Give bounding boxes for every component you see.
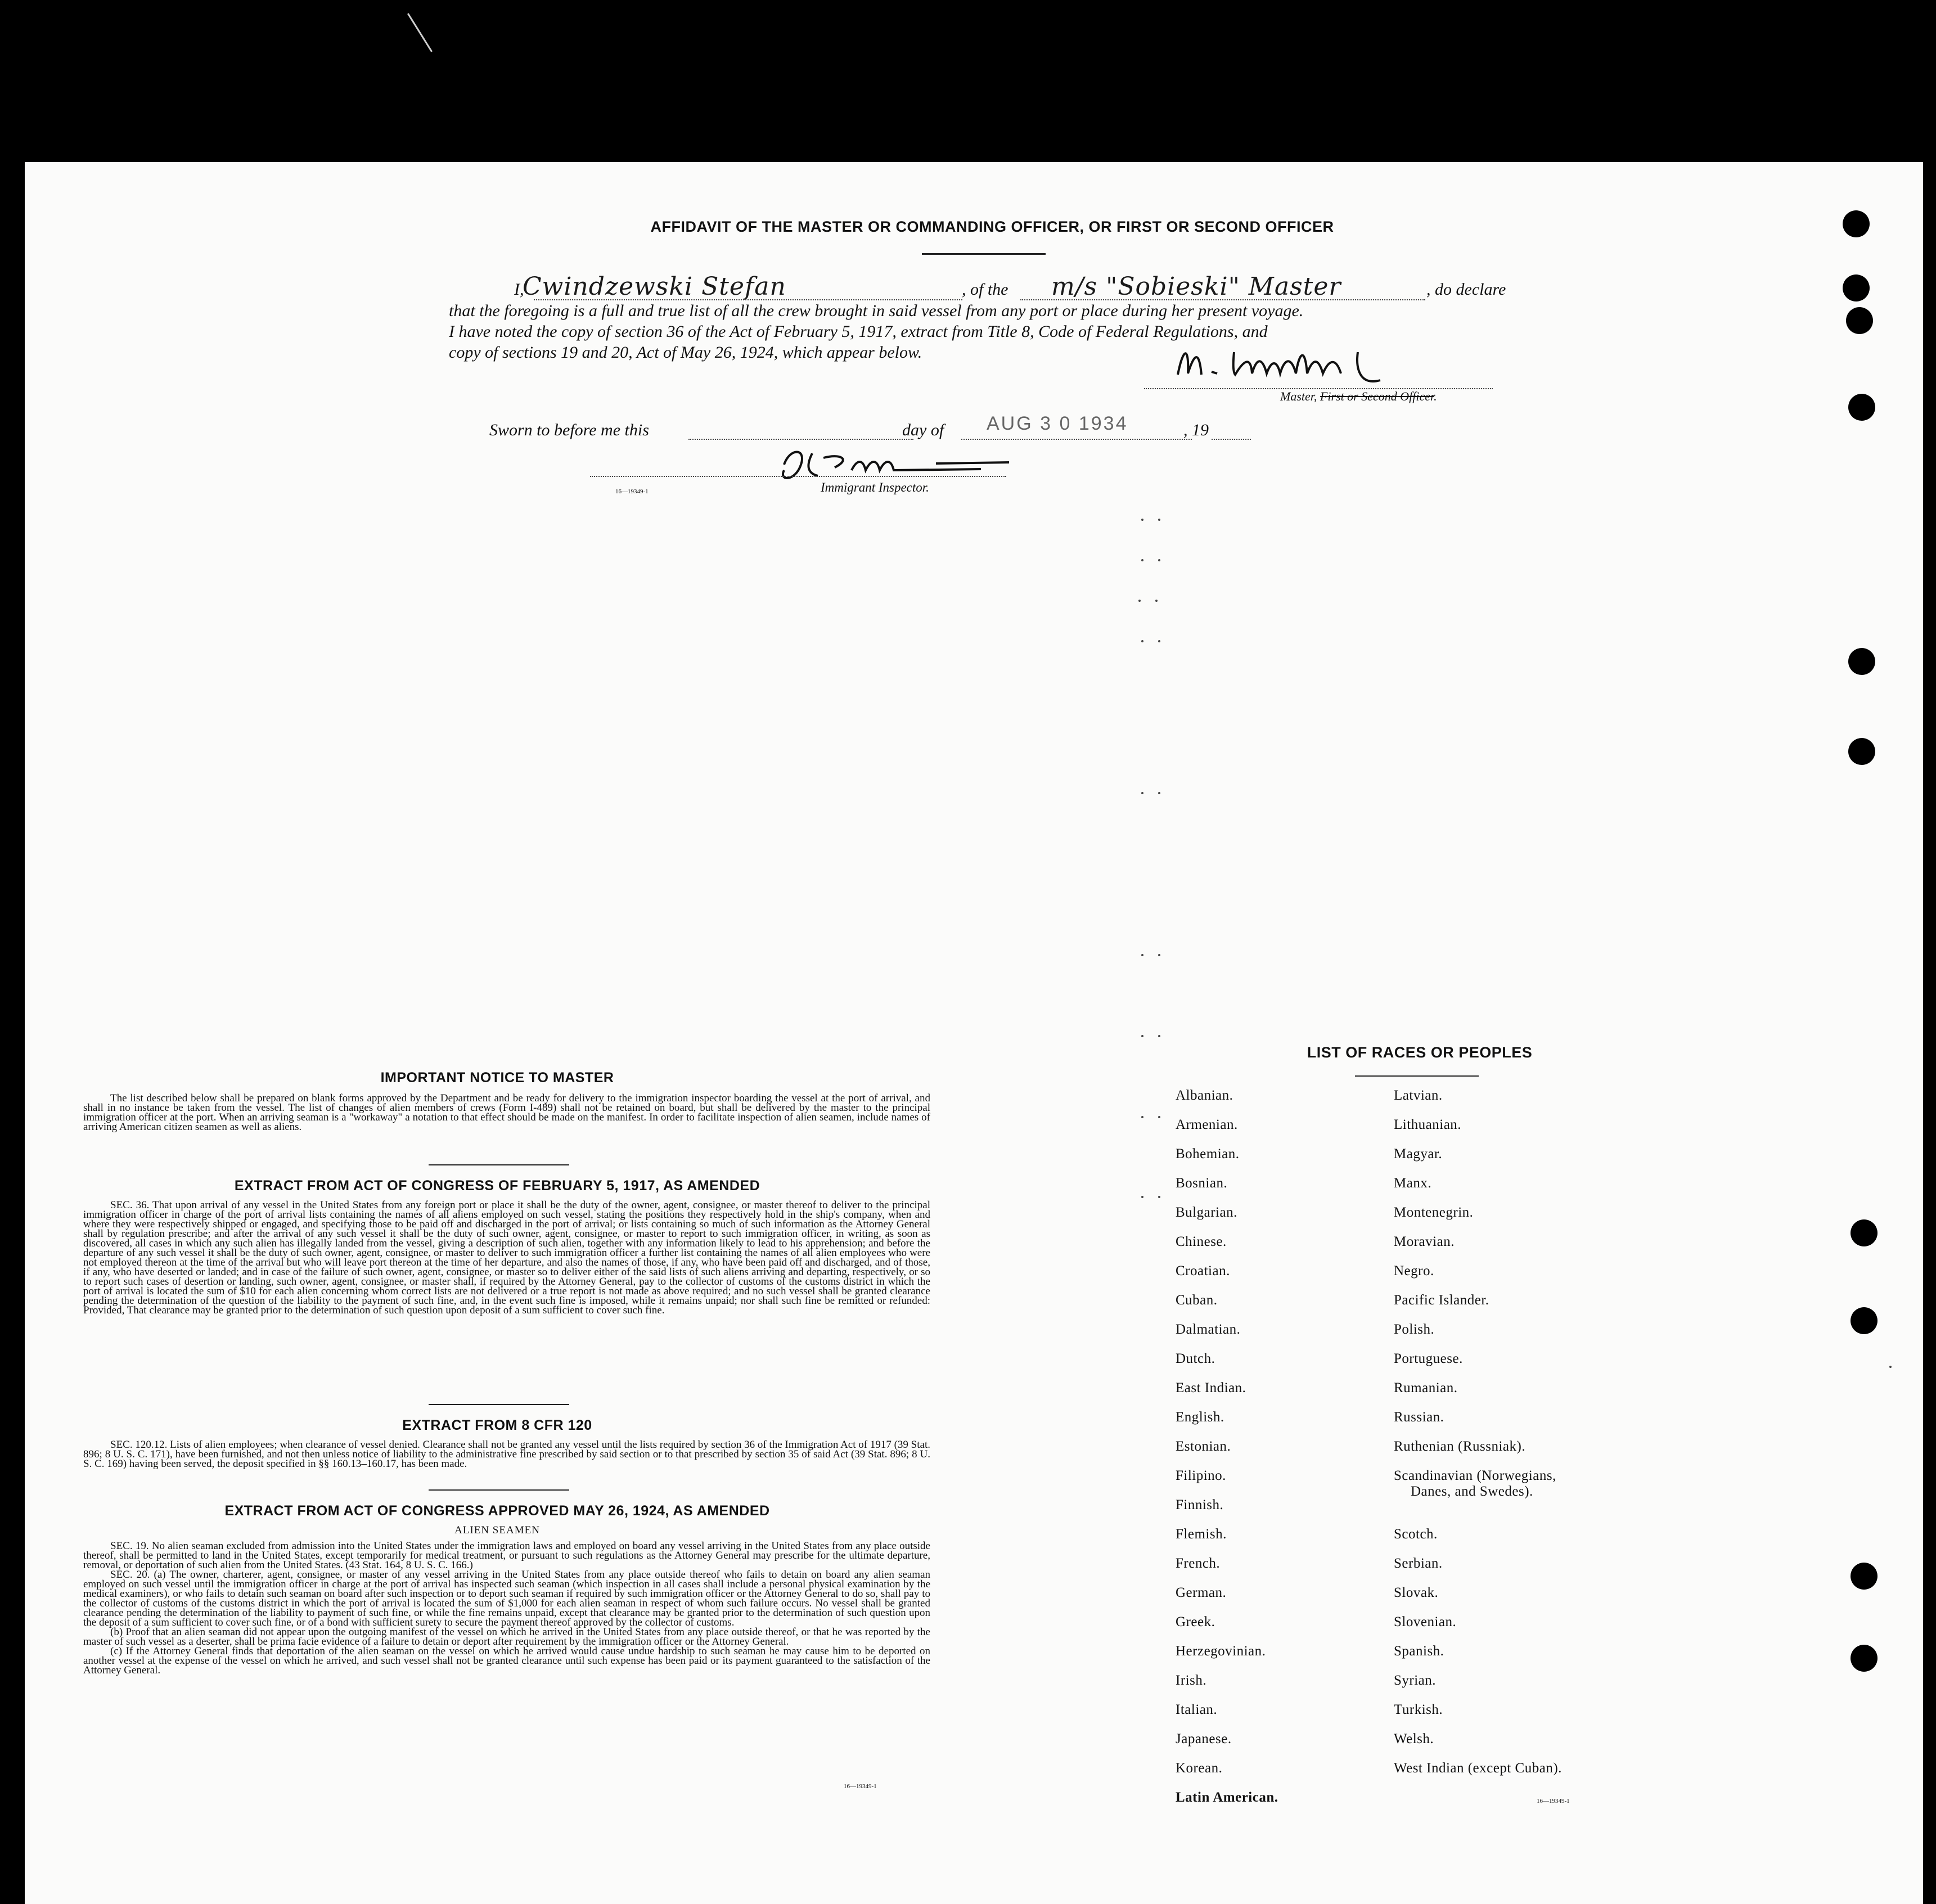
sworn-day-blank [688,439,913,440]
extract-1917-body: SEC. 36. That upon arrival of any vessel in the United States from any foreign port or place it shall be the duty of the owner, agent, consignee, or master thereof to deliver to the principal immigration officer in charge of the port of arrival lists containing the names of all aliens employed on such vessel, stating the positions they respectively hold in the ship's company, when and where they were respectively shipped or engaged, and specifying those to be paid off and discharged in the port of arrival; or lists containing so much of such information as the Attorney General shall by regulation prescribe; and after the arrival of any such vessel it shall be the duty of such owner, agent, consignee, or master to report to such immigration officer, in writing, as soon as discovered, all cases in which any such alien has illegally landed from the vessel, giving a description of such alien, together with any information likely to lead to his apprehension; and before the departure of any such vessel it shall be the duty of such owner, agent, consignee, or master to deliver to such immigration officer a further list containing the names of all alien employees who were not employed thereon at the time of the arrival but who will leave port thereon at the time of her departure, and also the names of those, if any, who have been paid off and discharged, and of those, if any, who have deserted or landed; and in case of the failure of such owner, agent, consignee, or master so to deliver either of the said lists of such aliens arriving and departing, respectively, or so to report such cases of desertion or landing, such owner, agent, consignee, or master shall, if required by the Attorney General, pay to the collector of customs of the customs district in which the port of arrival is located the sum of $10 for each alien concerning whom correct lists are not delivered or a true report is not made as above required; and no such vessel shall be granted clearance pending the determination of the question of the liability to the payment of such fine, and, in the event such fine is imposed, while it remains unpaid; nor shall such fine be remitted or refunded: Provided, That clearance may be granted prior to the determination of such question upon deposit of a sum sufficient to cover such fine. [83,1199,930,1316]
binder-hole [1851,1219,1878,1246]
vessel-handwritten: m/s "Sobieski" Master [1051,272,1341,301]
stray-mark [1889,1366,1892,1368]
master-caption [1280,389,1437,404]
section-rule [429,1164,569,1165]
inspector-caption: Immigrant Inspector. [821,480,929,494]
race-item: Welsh. [1394,1731,1434,1747]
race-item: Armenian. [1176,1117,1238,1132]
race-item: Cuban. [1176,1293,1218,1308]
binder-hole [1851,1563,1878,1590]
race-item: French. [1176,1556,1221,1571]
name-blank [534,299,962,300]
race-item: Italian. [1176,1702,1218,1717]
race-item: Japanese. [1176,1731,1232,1747]
film-scratch [407,13,433,52]
race-item: Dutch. [1176,1351,1215,1366]
stray-mark [1141,559,1143,561]
binder-hole [1848,738,1875,765]
extract-1924-subtitle: ALIEN SEAMEN [454,1524,540,1536]
stray-mark [1158,1116,1160,1118]
master-name-handwritten: Cwindzewski Stefan [523,272,786,301]
vessel-blank [1020,299,1425,300]
race-item: Bohemian. [1176,1146,1240,1162]
extract-cfr-body: SEC. 120.12. Lists of alien employees; when clearance of vessel denied. Clearance shall not be granted any vessel until the lists required by section 36 of the Immigration Act of 1917 (39 Stat. 896; 8 U. S. C. 171), have been furnished, and not then unless notice of liability to the administrative fine prescribed by said section or to that prescribed by section 35 of said Act (39 Stat. 896; 8 U. S. C. 169) having been served, the deposit specified in §§ 160.13–160.17, has been made. [83,1439,930,1470]
race-item: Montenegrin. [1394,1205,1474,1220]
race-item: Estonian. [1176,1439,1231,1454]
form-number-extracts: 16—19349-1 [844,1783,877,1790]
race-item: Scandinavian (Norwegians, [1394,1468,1556,1483]
affidavit-line-3: I have noted the copy of section 36 of the Act of February 5, 1917, extract from Title 8, Code of Federal Regulations, and [449,322,1268,341]
stray-mark [1158,519,1160,521]
extract-1917-title: EXTRACT FROM ACT OF CONGRESS OF FEBRUARY 5, 1917, AS AMENDED [234,1178,760,1194]
binder-hole [1851,1307,1878,1334]
stray-mark [1158,1035,1160,1037]
race-item: Negro. [1394,1263,1434,1279]
binder-hole [1851,1645,1878,1672]
race-item: Pacific Islander. [1394,1293,1489,1308]
race-item: Danes, and Swedes). [1411,1484,1533,1499]
sworn-year-prefix: , 19 [1183,421,1209,439]
race-item: Polish. [1394,1322,1435,1337]
race-item: Dalmatian. [1176,1322,1241,1337]
stray-mark [1155,600,1158,602]
race-item: Manx. [1394,1176,1432,1191]
sworn-day-of: day of [902,421,944,439]
race-item: Slovenian. [1394,1614,1457,1630]
race-item: Bulgarian. [1176,1205,1237,1220]
date-stamp: AUG 3 0 1934 [987,413,1128,434]
affidavit-do-declare: , do declare [1426,280,1506,299]
stray-mark [1141,1035,1143,1037]
race-item: Ruthenian (Russniak). [1394,1439,1526,1454]
stray-mark [1158,1196,1160,1198]
affidavit-title: AFFIDAVIT OF THE MASTER OR COMMANDING OFFICER, OR FIRST OR SECOND OFFICER [650,218,1334,235]
stray-mark [1158,954,1160,956]
stray-mark [1141,640,1143,642]
inspector-blank [590,476,1006,477]
stray-mark [1158,640,1160,642]
master-caption-a: Master, [1280,389,1317,403]
sworn-month-blank [961,439,1192,440]
master-caption-end: . [1434,389,1437,403]
races-title: LIST OF RACES OR PEOPLES [1307,1044,1533,1061]
race-item: Filipino. [1176,1468,1226,1483]
binder-hole [1848,648,1875,675]
race-item: Syrian. [1394,1673,1437,1688]
binder-hole [1848,394,1875,421]
sec-20b: (b) Proof that an alien seaman did not appear upon the outgoing manifest of the vessel on which he arrived in the United States from any place outside thereof, or that he was reported by the master of such vessel as a deserter, shall be prima facie evidence of a failure to detain or deport after requirement by the immigration officer or the Attorney General. [83,1626,930,1648]
stray-mark [1141,1196,1143,1198]
race-item: Finnish. [1176,1497,1224,1513]
sec-19: SEC. 19. No alien seaman excluded from admission into the United States under the immigration laws and employed on board any vessel arriving in the United States from any place outside thereof, shall be permitted to land in the United States, except temporarily for medical treatment, or pursuant to such regulations as the Attorney General may prescribe for the ultimate departure, removal, or deportation of such alien from the United States. (43 Stat. 164, 8 U. S. C. 166.) [83,1540,930,1571]
stray-mark [1141,792,1143,794]
extract-cfr-title: EXTRACT FROM 8 CFR 120 [402,1417,592,1433]
race-item: Turkish. [1394,1702,1443,1717]
master-caption-struck: First or Second Officer [1320,389,1434,403]
race-item: Lithuanian. [1394,1117,1462,1132]
race-item: English. [1176,1410,1224,1425]
race-item: Scotch. [1394,1527,1438,1542]
binder-hole [1843,210,1870,237]
race-item: German. [1176,1585,1227,1600]
affidavit-line-2: that the foregoing is a full and true list of all the crew brought in said vessel from any port or place during her present voyage. [449,301,1304,320]
affidavit-of-the: , of the [962,280,1008,299]
race-item: Magyar. [1394,1146,1443,1162]
race-item: Irish. [1176,1673,1207,1688]
race-item: Rumanian. [1394,1380,1458,1396]
extract-1924-body [83,1541,930,1675]
extract-1924-title: EXTRACT FROM ACT OF CONGRESS APPROVED MAY 26, 1924, AS AMENDED [224,1503,770,1519]
race-item: Latin American. [1176,1790,1278,1805]
stray-mark [1141,519,1143,521]
race-item: Chinese. [1176,1234,1227,1249]
races-title-rule [1355,1075,1479,1077]
race-item: Korean. [1176,1761,1223,1776]
sworn-year-blank [1212,439,1251,440]
document-page [25,162,1923,1904]
race-item: Serbian. [1394,1556,1443,1571]
race-item: Slovak. [1394,1585,1439,1600]
race-item: Greek. [1176,1614,1215,1630]
sec-20a: SEC. 20. (a) The owner, charterer, agent, consignee, or master of any vessel arriving in the United States from any place outside thereof who fails to detain on board any alien seaman employed on such vessel until the immigration officer in charge at the port of arrival has inspected such seaman (which inspection in all cases shall include a personal physical examination by the medical examiners), or who fails to detain such seaman on board after such inspection or to deport such seaman if required by such immigration officer or the Attorney General to do so, shall pay to the collector of customs of the customs district in which the port of arrival is located the sum of $1,000 for each alien seaman in respect of whom such failure occurs. No vessel shall be granted clearance pending the determination of the liability to payment of such fine, or while the fine remains unpaid, except that clearance may be granted prior to the determination of such question upon the deposit of a sum sufficient to cover such fine, or of a bond with sufficient surety to secure the payment thereof approved by the collector of customs. [83,1569,930,1628]
master-signature [1172,341,1408,391]
race-item: Spanish. [1394,1644,1444,1659]
race-item: East Indian. [1176,1380,1246,1396]
race-item: Latvian. [1394,1088,1443,1103]
form-number-races: 16—19349-1 [1537,1798,1570,1804]
stray-mark [1138,600,1141,602]
form-number-affidavit: 16—19349-1 [615,488,649,495]
notice-title: IMPORTANT NOTICE TO MASTER [380,1070,614,1086]
race-item: Moravian. [1394,1234,1455,1249]
race-item: Albanian. [1176,1088,1233,1103]
race-item: Herzegovinian. [1176,1644,1266,1659]
binder-hole [1843,274,1870,301]
stray-mark [1158,792,1160,794]
race-item: Portuguese. [1394,1351,1463,1366]
race-item: West Indian (except Cuban). [1394,1761,1562,1776]
race-item: Flemish. [1176,1527,1227,1542]
section-rule [429,1404,569,1405]
sworn-prefix: Sworn to before me this [489,421,649,439]
binder-hole [1846,307,1873,334]
stray-mark [1141,954,1143,956]
race-item: Croatian. [1176,1263,1230,1279]
notice-body: The list described below shall be prepared on blank forms approved by the Department and be ready for delivery to the immigration inspector boarding the vessel at the port of arrival, and shall in no instance be taken from the vessel. The list of changes of alien members of crews (Form I-489) shall not be retained on board, but shall be delivered by the master to the principal immigration officer at the port. When an arriving seaman is a "workaway" a notation to that effect should be made on the manifest. In order to facilitate inspection of alien seamen, include names of arriving American citizen seamen as well as aliens. [83,1092,930,1133]
race-item: Russian. [1394,1410,1444,1425]
affidavit-i-prefix: I, [514,280,524,299]
stray-mark [1141,1116,1143,1118]
title-rule [922,253,1046,255]
affidavit-line-4: copy of sections 19 and 20, Act of May 26, 1924, which appear below. [449,343,922,362]
sec-20c: (c) If the Attorney General finds that deportation of the alien seaman on the vessel on which he arrived would cause undue hardship to such seaman he may cause him to be deported on another vessel at the expense of the vessel on which he arrived, and such vessel shall not be granted clearance until such expense has been paid or its payment guaranteed to the satisfaction of the Attorney General. [83,1645,930,1676]
stray-mark [1158,559,1160,561]
section-rule [429,1489,569,1491]
race-item: Bosnian. [1176,1176,1228,1191]
